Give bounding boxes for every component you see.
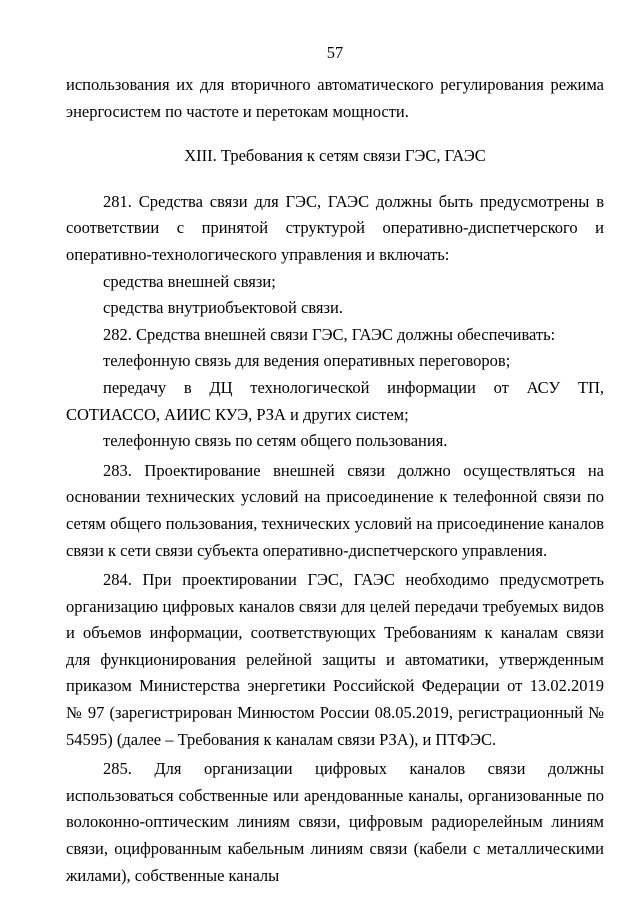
intro-paragraph: использования их для вторичного автоматического регулирования режима энергосистем по частоте и перетокам мощности. — [66, 75, 604, 121]
paragraph-285: 285. Для организации цифровых каналов связи должны использоваться собственные или арендованные каналы, организованные по волоконно-оптическим линиям связи, цифровым радиорелейным линиям связи, оцифрованным кабельным линиям связи (кабели с металлическими жилами), собственные каналы — [66, 759, 604, 885]
list-item-external-comm: средства внешней связи; — [103, 271, 276, 291]
page-number: 57 — [326, 43, 344, 62]
list-item-public-phone: телефонную связь по сетям общего пользования. — [103, 431, 448, 451]
paragraph-283: 283. Проектирование внешней связи должно осуществляться на основании технических условий на присоединение к телефонной связи по сетям общего пользования, технических условий на присоединение каналов связи к сети связи субъекта оперативно-диспетчерского управления. — [66, 460, 604, 560]
paragraph-282: 282. Средства внешней связи ГЭС, ГАЭС должны обеспечивать: — [103, 324, 556, 344]
paragraph-284: 284. При проектировании ГЭС, ГАЭС необходимо предусмотреть организацию цифровых каналов связи для целей передачи требуемых видов и объемов информации, соответствующих Требованиям к каналам связи для функционирования релейной защиты и автоматики, утвержденным приказом Министерства энергетики Российской Федерации от 13.02.2019 № 97 (зарегистрирован Минюстом России 08.05.2019, регистрационный № 54595) (далее – Требования к каналам связи РЗА), и ПТФЭС. — [66, 570, 604, 749]
section-title: XIII. Требования к сетям связи ГЭС, ГАЭС — [184, 146, 486, 166]
list-item-data-transfer: передачу в ДЦ технологической информации от АСУ ТП, СОТИАССО, АИИС КУЭ, РЗА и других систем; — [66, 377, 604, 424]
paragraph-281: 281. Средства связи для ГЭС, ГАЭС должны быть предусмотрены в соответствии с принятой структурой оперативно-диспетчерского и оперативно-технологического управления и включать: — [66, 191, 604, 264]
list-item-operational-phone: телефонную связь для ведения оперативных переговоров; — [103, 351, 511, 371]
list-item-internal-comm: средства внутриобъектовой связи. — [103, 298, 343, 318]
